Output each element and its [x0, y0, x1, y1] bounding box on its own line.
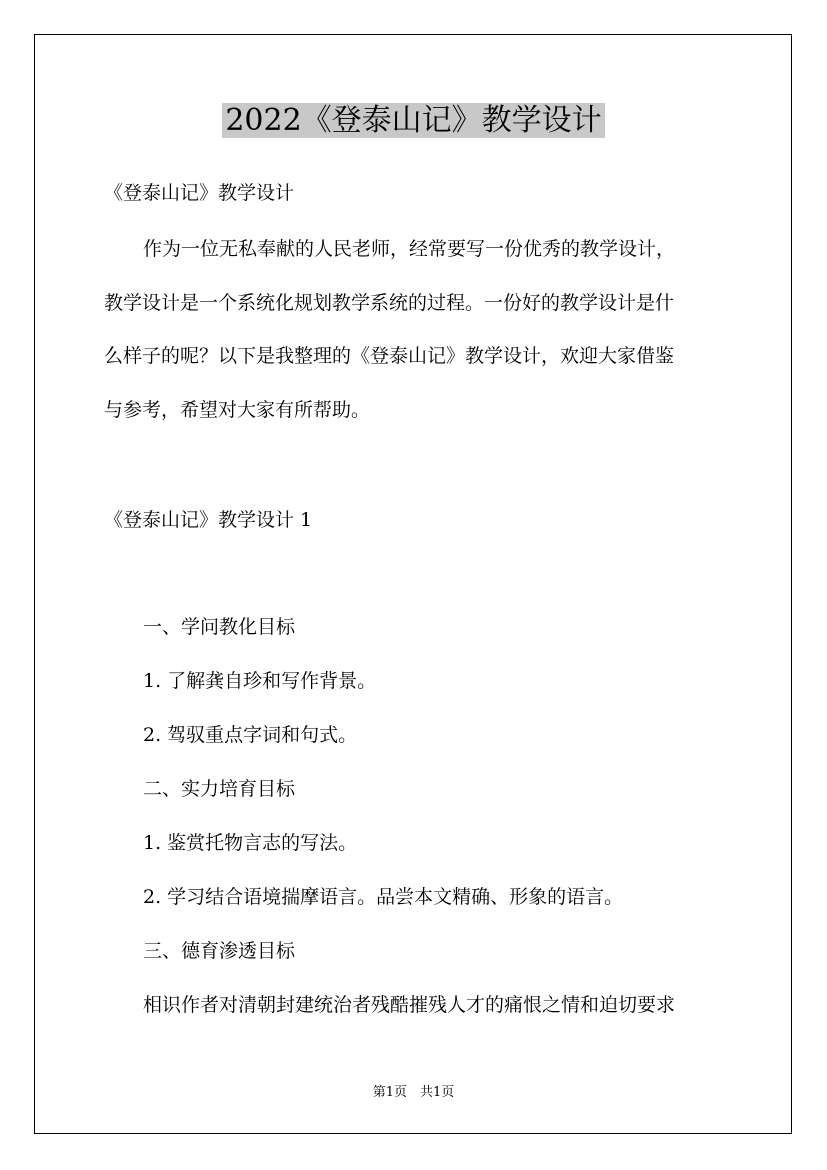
outline-item-7: 三、德育渗透目标 [143, 940, 296, 962]
intro-line-4: 与参考，希望对大家有所帮助。 [104, 399, 371, 421]
outline-item-3: 2. 驾驭重点字词和句式。 [143, 724, 358, 746]
document-title-text: 2022《登泰山记》教学设计 [222, 103, 604, 138]
document-subtitle: 《登泰山记》教学设计 [104, 182, 295, 204]
outline-item-5: 1. 鉴赏托物言志的写法。 [143, 832, 358, 854]
document-title [0, 98, 827, 144]
intro-line-1: 作为一位无私奉献的人民老师，经常要写一份优秀的教学设计， [143, 238, 676, 260]
intro-line-2: 教学设计是一个系统化规划教学系统的过程。一份好的教学设计是什 [104, 292, 675, 314]
section-heading: 《登泰山记》教学设计 1 [104, 509, 313, 531]
outline-item-2: 1. 了解龚自珍和写作背景。 [143, 670, 377, 692]
outline-item-8: 相识作者对清朝封建统治者残酷摧残人才的痛恨之情和迫切要求 [143, 994, 676, 1016]
outline-item-4: 二、实力培育目标 [143, 778, 296, 800]
outline-item-1: 一、学问教化目标 [143, 616, 296, 638]
page-footer: 第1页 共1页 [372, 1085, 455, 1100]
outline-item-6: 2. 学习结合语境揣摩语言。品尝本文精确、形象的语言。 [143, 886, 624, 908]
intro-line-3: 么样子的呢？以下是我整理的《登泰山记》教学设计，欢迎大家借鉴 [104, 345, 675, 367]
